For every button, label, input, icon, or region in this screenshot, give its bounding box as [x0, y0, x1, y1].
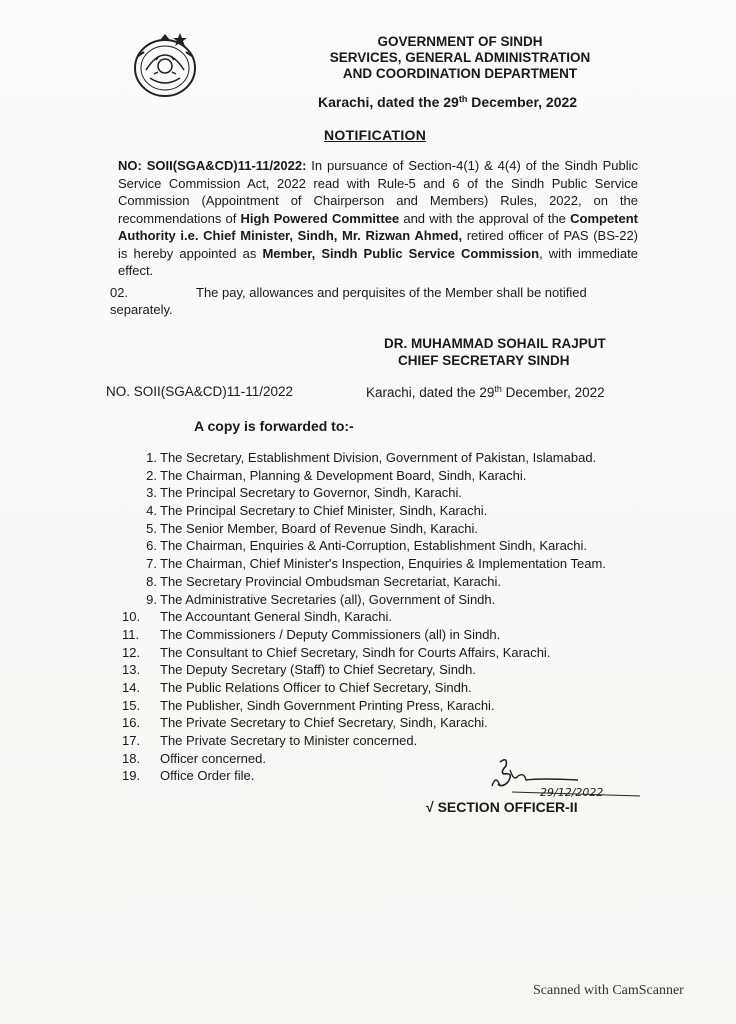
header-dateline: Karachi, dated the 29th December, 2022 [318, 94, 578, 110]
paragraph-text: The pay, allowances and perquisites of the Member shall be notified separately. [110, 285, 587, 317]
recipient-number: 2. [146, 467, 157, 483]
recipient-number: 19. [122, 768, 141, 784]
recipient-item [122, 626, 642, 644]
recipient-number: 17. [122, 733, 141, 748]
signature-date-note: 29/12/2022 [540, 786, 604, 799]
recipient-text: The Publisher, Sindh Government Printing Press, Karachi. [160, 697, 495, 713]
recipient-text: The Secretary, Establishment Division, Government of Pakistan, Islamabad. [160, 450, 597, 465]
recipient-text: The Chairman, Enquiries & Anti-Corruption, Establishment Sindh, Karachi. [160, 538, 588, 554]
recipient-number: 3. [146, 485, 157, 501]
recipient-number: 8. [146, 573, 157, 589]
recipient-text: The Public Relations Officer to Chief Secretary, Sindh. [160, 679, 472, 695]
recipient-item [122, 714, 642, 732]
recipient-item [122, 555, 642, 573]
recipient-text: Office Order file. [160, 768, 255, 784]
recipient-number: 7. [146, 556, 157, 572]
section-officer-label: √ SECTION OFFICER-II [426, 799, 578, 815]
signatory-block [384, 335, 606, 369]
header-line-2: SERVICES, GENERAL ADMINISTRATION [329, 50, 591, 65]
recipient-number: 1. [146, 450, 157, 465]
department-header [300, 34, 620, 82]
recipient-item [122, 484, 642, 502]
recipient-number: 6. [146, 538, 157, 554]
recipient-number: 9. [146, 591, 157, 607]
checkmark-icon: √ [426, 799, 434, 815]
recipient-number: 14. [122, 679, 141, 695]
recipient-number: 18. [122, 750, 141, 766]
copy-ref-number: NO. SOII(SGA&CD)11-11/2022 [106, 384, 294, 399]
recipient-number: 5. [146, 520, 157, 536]
recipient-number: 10. [122, 609, 141, 625]
recipient-item [122, 697, 642, 715]
recipient-item [122, 520, 642, 538]
recipient-item [122, 449, 642, 467]
recipient-text: The Secretary Provincial Ombudsman Secretariat, Karachi. [160, 573, 502, 589]
signatory-title: CHIEF SECRETARY SINDH [398, 353, 570, 368]
recipient-item [122, 679, 642, 697]
recipient-text: The Chairman, Chief Minister's Inspection, Enquiries & Implementation Team. [160, 556, 606, 572]
header-line-1: GOVERNMENT OF SINDH [377, 34, 543, 49]
recipient-text: The Private Secretary to Chief Secretary, Sindh, Karachi. [160, 715, 488, 731]
paragraph-number: 02. [110, 285, 129, 300]
recipient-number: 15. [122, 697, 141, 713]
recipient-item [122, 537, 642, 555]
paragraph-02 [110, 284, 635, 318]
recipient-text: The Commissioners / Deputy Commissioners (all) in Sindh. [160, 626, 501, 642]
notification-body: NO: SOII(SGA&CD)11-11/2022: In pursuance of Section-4(1) & 4(4) of the Sindh Public Service Commission Act, 2022 read with Rule-5 and 6 of the Sindh Public Service Commission (Appointment of Chairperson and Members) Rules, 2022, on the recommendations of High Powered Committee and with the approval of the Competent Authority i.e. Chief Minister, Sindh, Mr. Rizwan Ahmed, retired officer of PAS (BS-22) is hereby appointed as Member, Sindh Public Service Commission, with immediate effect. [118, 158, 638, 278]
signatory-name: DR. MUHAMMAD SOHAIL RAJPUT [384, 336, 606, 351]
recipient-text: The Consultant to Chief Secretary, Sindh for Courts Affairs, Karachi. [160, 644, 551, 660]
recipient-item [122, 661, 642, 679]
recipient-number: 13. [122, 662, 141, 678]
recipient-item [122, 502, 642, 520]
recipient-number: 16. [122, 715, 141, 731]
recipient-list [122, 449, 642, 785]
recipient-text: The Administrative Secretaries (all), Government of Sindh. [160, 591, 496, 607]
recipient-number: 4. [146, 503, 157, 519]
recipient-text: The Principal Secretary to Chief Minister, Sindh, Karachi. [160, 503, 488, 519]
recipient-item [122, 591, 642, 609]
government-emblem-icon [126, 30, 204, 100]
recipient-text: The Deputy Secretary (Staff) to Chief Secretary, Sindh. [160, 662, 476, 678]
recipient-item [122, 644, 642, 662]
recipient-text: The Private Secretary to Minister concerned. [160, 733, 418, 748]
recipient-item [122, 608, 642, 626]
recipient-text: Officer concerned. [160, 750, 266, 766]
recipient-text: The Principal Secretary to Governor, Sindh, Karachi. [160, 485, 463, 501]
recipient-number: 11. [122, 626, 140, 642]
recipient-number: 12. [122, 644, 141, 660]
recipient-text: The Senior Member, Board of Revenue Sindh, Karachi. [160, 520, 478, 536]
recipient-text: The Accountant General Sindh, Karachi. [160, 609, 392, 625]
recipient-item [122, 467, 642, 485]
recipient-text: The Chairman, Planning & Development Board, Sindh, Karachi. [160, 467, 527, 483]
recipient-item [122, 732, 642, 750]
scanner-watermark: Scanned with CamScanner [533, 983, 684, 998]
copy-ref-date: Karachi, dated the 29th December, 2022 [366, 384, 605, 400]
copy-heading: A copy is forwarded to:- [194, 418, 354, 434]
header-line-3: AND COORDINATION DEPARTMENT [342, 66, 578, 81]
recipient-item [122, 573, 642, 591]
notification-ref: NO: SOII(SGA&CD)11-11/2022: [118, 158, 307, 173]
notification-title: NOTIFICATION [324, 127, 427, 143]
